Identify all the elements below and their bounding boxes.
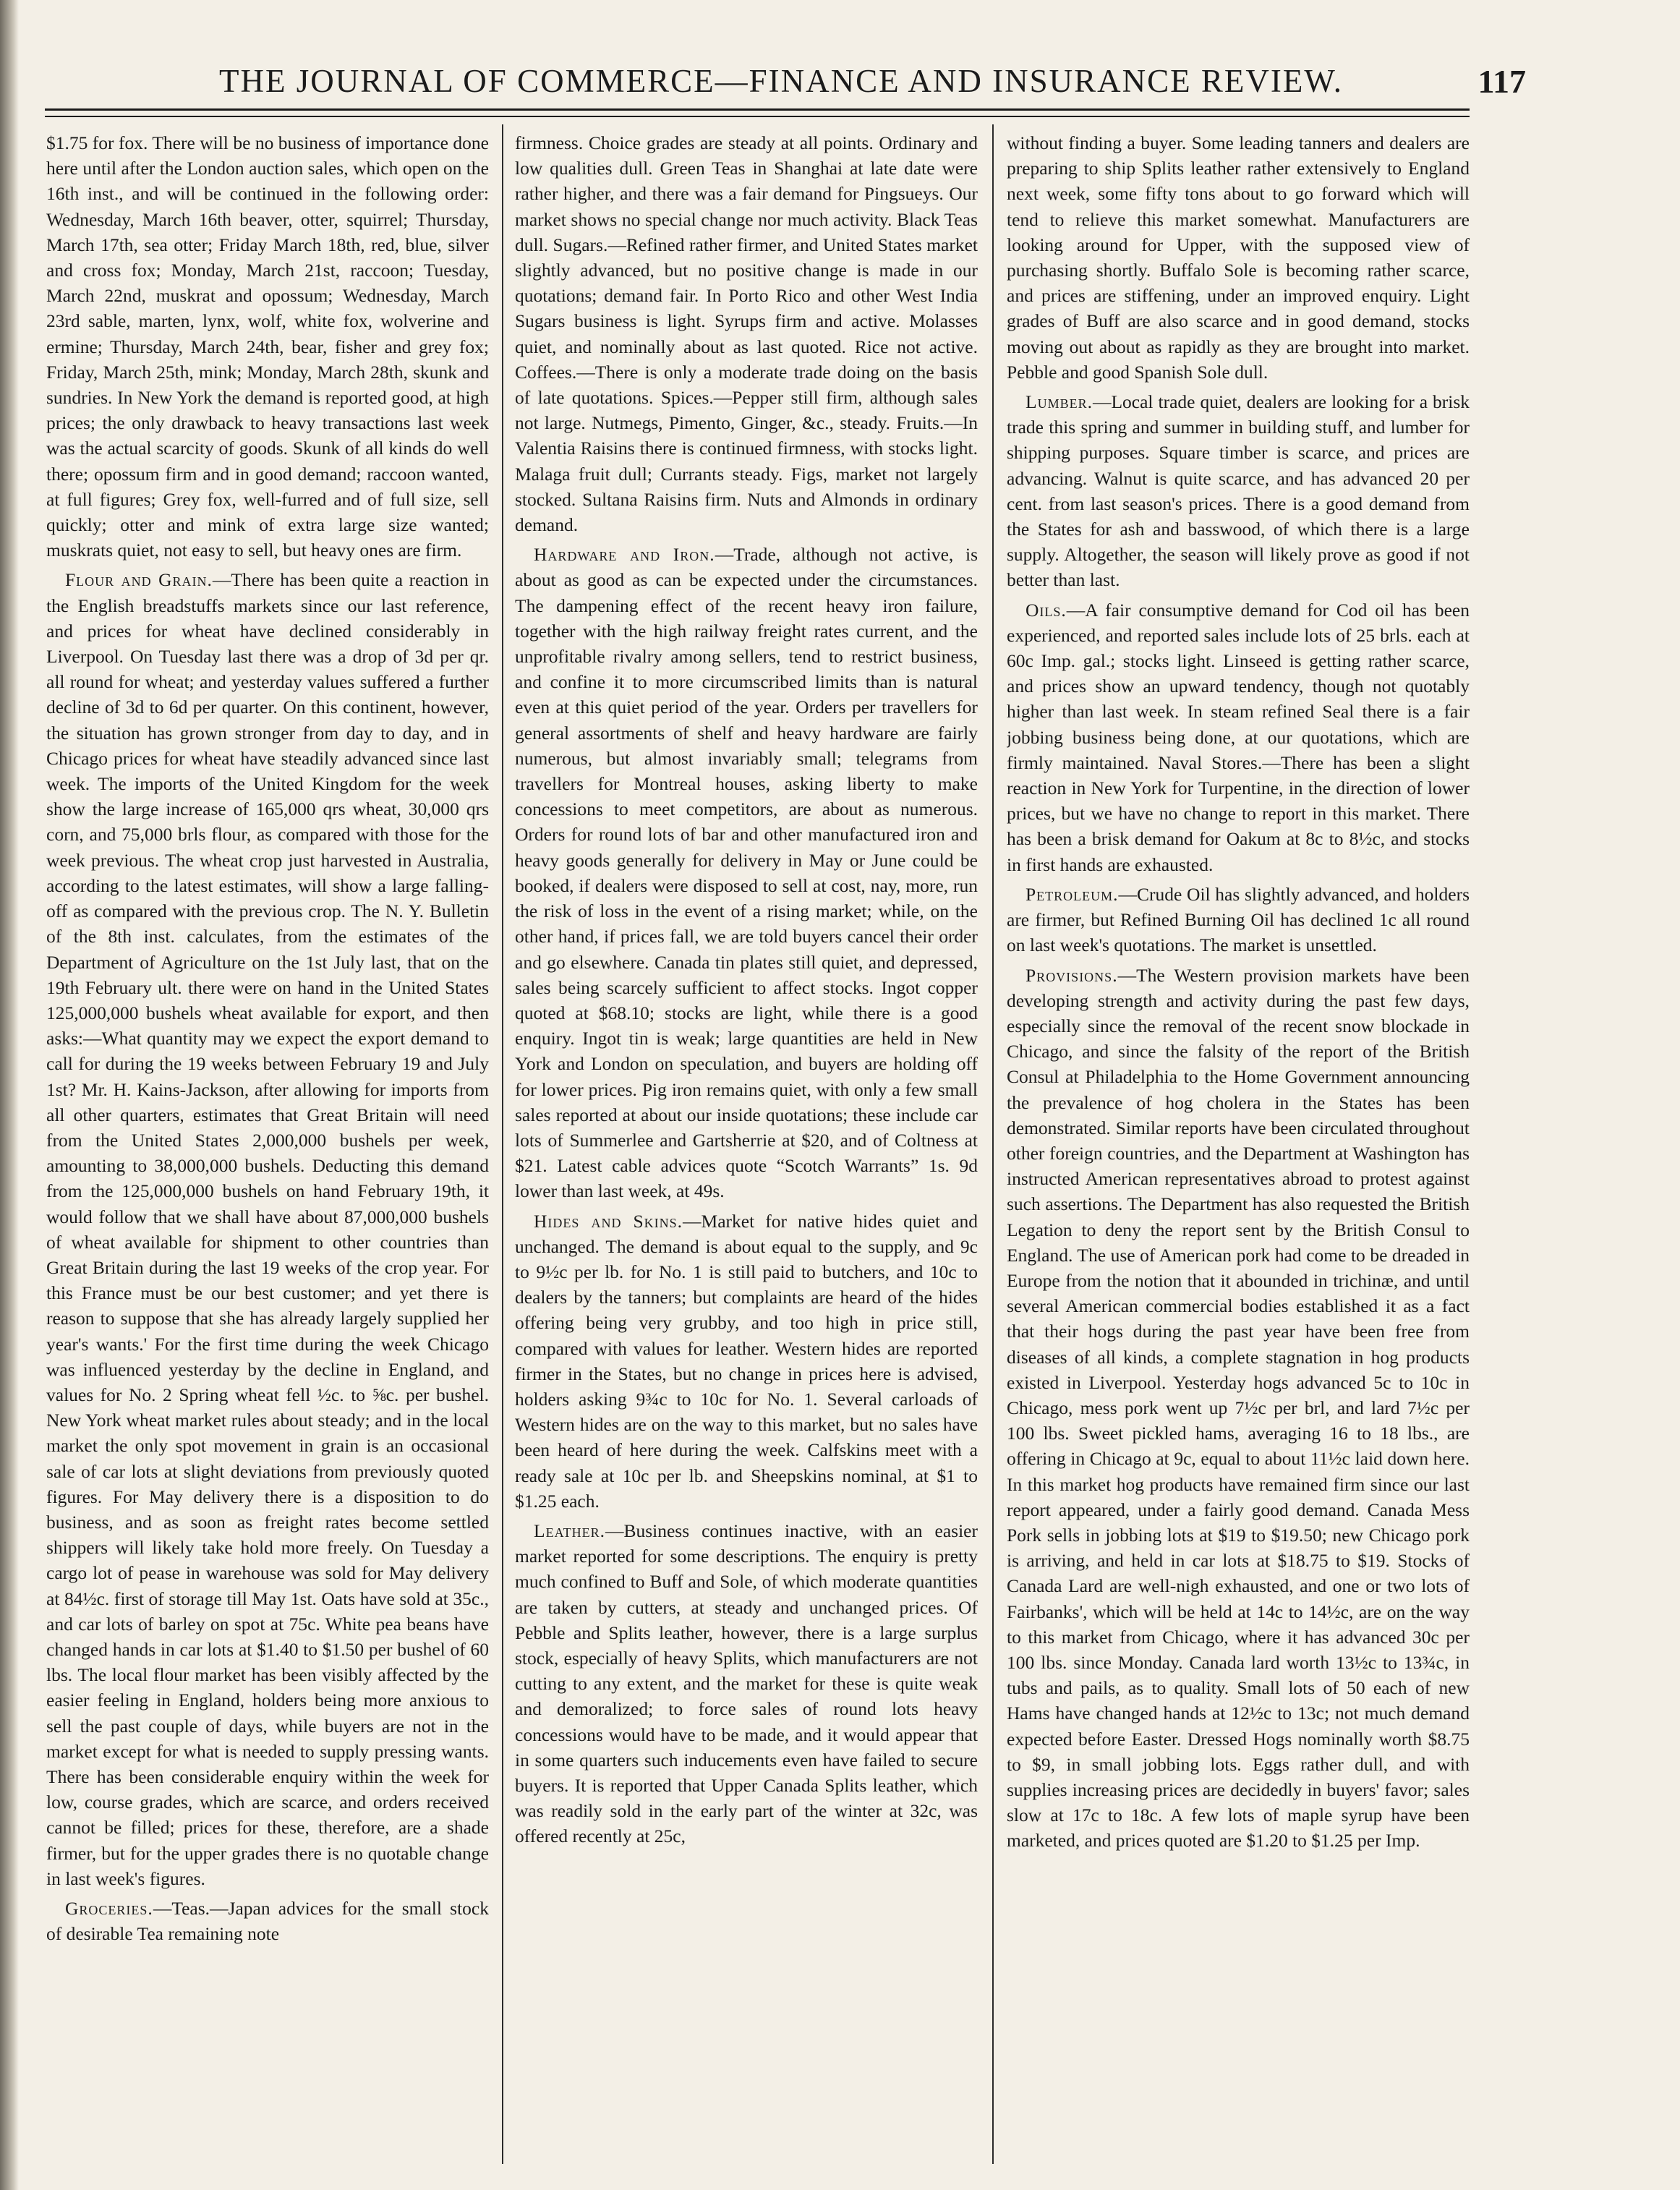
paragraph-text: —There has been quite a reaction in the English breadstuffs markets since our last reference, and prices for wheat have declined considerably in Liverpool. On Tuesday last there was a drop of 3d per qr. all round for wheat; and yesterday values suffered a further decline of 3d to 6d per quarter. On this continent, however, the situation has grown stronger from day to day, and in Chicago prices for wheat have steadily advanced since last week. The imports of the United Kingdom for the week show the large increase of 165,000 qrs wheat, 30,000 qrs corn, and 75,000 brls flour, as compared with those for the week previous. The wheat crop just harvested in Australia, according to the latest estimates, will show a large falling-off as compared with the previous crop. The N. Y. Bulletin of the 8th inst. calculates, from the estimates of the Department of Agriculture on the 1st July last, that on the 19th February ult. there were on hand in the United States 125,000,000 bushels wheat available for export, and then asks:—What quantity may we expect the export demand to call for during the 19 weeks between February 19 and July 1st? Mr. H. Kains-Jackson, after allowing for imports from all other quarters, estimates that Great Britain will need from the United States 2,000,000 bushels per week, amounting to 38,000,000 bushels. Deducting this demand from the 125,000,000 bushels on hand February 19th, it would follow that we shall have about 87,000,000 bushels of wheat available for shipment to other countries than Great Britain during the last 19 weeks of the crop year. For this France must be our best customer; and yet there is reason to suppose that she has already largely supplied her year's wants.' For the first time during the week Chicago was influenced yesterday by the decline in England, and values for No. 2 Spring wheat fell ½c. to ⅝c. per bushel. New York wheat market rules about steady; and in the local market the only spot movement in grain is an occasional sale of car lots at slight deviations from previously quoted figures. For May delivery there is a disposition to do business, and as soon as freight rates become settled shippers will likely take hold more freely. On Tuesday a cargo lot of pease in warehouse was sold for May delivery at 84½c. first of storage till May 1st. Oats have sold at 35c., and car lots of barley on spot at 75c. White pea beans have changed hands in car lots at $1.40 to $1.50 per bushel of 60 lbs. The local flour market has been visibly affected by the easier feeling in England, holders being more anxious to sell the past couple of days, while buyers are not in the market except for what is needed to supply pressing wants. There has been considerable enquiry within the week for low, course grades, which are scarce, and orders received cannot be filled; prices for these, therefore, are a shade firmer, but for the upper grades there is no quotable change in last week's figures. — [46, 569, 489, 1889]
paragraph-text: —Business continues inactive, with an easier market reported for some descriptions. The enquiry is pretty much confined to Buff and Sole, of which moderate quantities are taken by cutters, at steady and unchanged prices. Of Pebble and Splits leather, however, there is a large surplus stock, especially of heavy Splits, which manufacturers are not cutting to any extent, and the market for these is quite weak and demoralized; to force sales of round lots heavy concessions would have to be made, and it would appear that in some quarters such inducements even have failed to secure buyers. It is reported that Upper Canada Splits leather, which was readily sold in the early part of the winter at 32c, was offered recently at 25c, — [515, 1520, 978, 1847]
section-heading: Petroleum. — [1026, 883, 1119, 905]
article-paragraph — [46, 1896, 489, 1946]
paragraph-text: —Crude Oil has slightly advanced, and holders are firmer, but Refined Burning Oil has declined 1c all round on last week's quotations. The market is unsettled. — [1007, 883, 1470, 956]
paragraph-text: firmness. Choice grades are steady at all points. Ordinary and low qualities dull. Green Teas in Shanghai at late date were rather higher, and there was a fair demand for Pingsueys. Our market shows no special change nor much activity. Black Teas dull. Sugars.—Refined rather firmer, and United States market slightly advanced, but no positive change is made in our quotations; demand fair. In Porto Rico and other West India Sugars business is light. Syrups firm and active. Molasses quiet, and nominally about as last quoted. Rice not active. Coffees.—There is only a moderate trade doing on the basis of late quotations. Spices.—Pepper still firm, although sales not large. Nutmegs, Pimento, Ginger, &c., steady. Fruits.—In Valentia Raisins there is continued firmness, with stocks light. Malaga fruit dull; Currants steady. Figs, market not largely stocked. Sultana Raisins firm. Nuts and Almonds in ordinary demand. — [515, 132, 978, 536]
section-heading: Flour and Grain. — [65, 569, 213, 591]
paragraph-text: $1.75 for fox. There will be no business of importance done here until after the London auction sales, which open on the 16th inst., and will be continued in the following order: Wednesday, March 16th beaver, otter, squirrel; Thursday, March 17th, sea otter; Friday March 18th, red, blue, silver and cross fox; Monday, March 21st, raccoon; Tuesday, March 22nd, muskrat and opossum; Wednesday, March 23rd sable, marten, lynx, wolf, white fox, wolverine and ermine; Thursday, March 24th, bear, fisher and grey fox; Friday, March 25th, mink; Monday, March 28th, skunk and sundries. In New York the demand is reported good, at high prices; the only drawback to heavy transactions last week was the actual scarcity of goods. Skunk of all kinds do well there; opossum firm and in good demand; raccoon wanted, at full figures; Grey fox, well-furred and of full size, sell quickly; otter and mink of extra large size wanted; muskrats quiet, not easy to sell, but heavy ones are firm. — [46, 132, 489, 561]
article-paragraph — [46, 130, 489, 563]
page-header — [166, 62, 1526, 106]
article-paragraph — [515, 1209, 978, 1514]
paragraph-text: —Market for native hides quiet and unchanged. The demand is about equal to the supply, and 9c to 9½c per lb. for No. 1 is still paid to butchers, and 10c to dealers by the tanners; but complaints are heard of the hides offering being very grubby, and too high in price still, compared with values for leather. Western hides are reported firmer in the States, but no change in prices here is advised, holders asking 9¾c to 10c for No. 1. Several carloads of Western hides are on the way to this market, but no sales have been heard of here during the week. Calfskins meet with a ready sale at 10c per lb. and Sheepskins nominal, at $1 to $1.25 each. — [515, 1210, 978, 1512]
article-paragraph — [1007, 130, 1470, 385]
article-paragraph — [46, 567, 489, 1891]
column-3 — [1007, 130, 1470, 2170]
paragraph-text: —Teas.—Japan advices for the small stock of desirable Tea remaining note — [46, 1898, 489, 1945]
page-number: 117 — [1478, 63, 1526, 100]
page-binding-shadow — [0, 0, 19, 2190]
section-heading: Leather. — [534, 1520, 605, 1541]
paragraph-text: —A fair consumptive demand for Cod oil has been experienced, and reported sales include lots of 25 brls. each at 60c Imp. gal.; stocks light. Linseed is getting rather scarce, and prices show an upward tendency, though not quotably higher than last week. In steam refined Seal there is a fair jobbing business being done, at our quotations, which are firmly maintained. Naval Stores.—There has been a slight reaction in New York for Turpentine, in the direction of lower prices, but we have no change to report in this market. There has been a brisk demand for Oakum at 8c to 8½c, and stocks in first hands are exhausted. — [1007, 599, 1470, 875]
article-paragraph — [515, 130, 978, 537]
article-paragraph — [515, 542, 978, 1203]
section-heading: Oils. — [1026, 599, 1067, 621]
paragraph-text: without finding a buyer. Some leading tanners and dealers are preparing to ship Splits leather rather extensively to England next week, some fifty tons about to go forward which will tend to relieve this market somewhat. Manufacturers are looking around for Upper, with the supposed view of purchasing shortly. Buffalo Sole is becoming rather scarce, and prices are stiffening, under an improved enquiry. Light grades of Buff are also scarce and in good demand, stocks moving out about as rapidly as they are brought into market. Pebble and good Spanish Sole dull. — [1007, 132, 1470, 383]
section-heading: Hides and Skins. — [534, 1210, 683, 1232]
journal-title: THE JOURNAL OF COMMERCE—FINANCE AND INSURANCE REVIEW. — [219, 63, 1343, 99]
article-paragraph — [1007, 963, 1470, 1854]
section-heading: Hardware and Iron. — [534, 544, 715, 566]
section-heading: Groceries. — [65, 1898, 153, 1920]
article-paragraph — [1007, 597, 1470, 877]
column-divider — [992, 124, 994, 2164]
header-rule — [45, 108, 1470, 111]
section-heading: Provisions. — [1026, 964, 1118, 986]
section-heading: Lumber. — [1026, 391, 1093, 413]
paragraph-text: —The Western provision markets have been developing strength and activity during the past few days, especially since the removal of the recent snow blockade in Chicago, and since the falsity of the report of the British Consul at Philadelphia to the Home Government announcing the prevalence of hog cholera in the States has been demonstrated. Similar reports have been circulated throughout other foreign countries, and the Department at Washington has instructed American representatives abroad to protest against such assertions. The Department has also requested the British Legation to deny the report sent by the British Consul to England. The use of American pork had come to be dreaded in Europe from the notion that it abounded in trichinæ, and until several American commercial bodies established it as a fact that their hogs during the past year have been free from diseases of all kinds, a complete stagnation in hog products existed in Liverpool. Yesterday hogs advanced 5c to 10c in Chicago, mess pork went up 7½c per brl, and lard 7½c per 100 lbs. Sweet pickled hams, averaging 16 to 18 lbs., are offering in Chicago at 9c, equal to about 11½c laid down here. In this market hog products have remained firm since our last report appeared, under a fairly good demand. Canada Mess Pork sells in jobbing lots at $19 to $19.50; new Chicago pork is arriving, and held in car lots at $18.75 to $19. Stocks of Canada Lard are well-nigh exhausted, and one or two lots of Fairbanks', which will be held at 14c to 14½c, are on the way to this market from Chicago, where it has advanced 30c per 100 lbs. since Monday. Canada lard worth 13½c to 13¾c, in tubs and pails, as to quality. Small lots of 50 each of new Hams have changed hands at 12½c to 13c; not much demand expected before Easter. Dressed Hogs nominally worth $8.75 to $9, in small jobbing lots. Eggs rather dull, and with supplies increasing prices are decidedly in buyers' favor; sales slow at 17c to 18c. A few lots of maple syrup have been marketed, and prices quoted are $1.20 to $1.25 per Imp. — [1007, 964, 1470, 1852]
column-divider — [502, 124, 503, 2164]
paragraph-text: —Trade, although not active, is about as good as can be expected under the circumstances. The dampening effect of the recent heavy iron failure, together with the high railway freight rates current, and the unprofitable rivalry among sellers, tend to restrict business, and confine it to more circumscribed limits than is natural even at this quiet period of the year. Orders per travellers for general assortments of shelf and heavy hardware are fairly numerous, but almost invariably small; telegrams from travellers for Montreal houses, asking liberty to make concessions to meet competitors, are about as numerous. Orders for round lots of bar and other manufactured iron and heavy goods generally for delivery in May or June could be booked, if dealers were disposed to sell at cost, nay, more, run the risk of loss in the event of a rising market; while, on the other hand, if prices fall, we are told buyers cancel their order and go elsewhere. Canada tin plates still quiet, and depressed, sales being scarcely sufficient to affect stocks. Ingot copper quoted at $68.10; stocks are light, while there is a good enquiry. Ingot tin is weak; large quantities are held in New York and London on speculation, and buyers are holding off for lower prices. Pig iron remains quiet, with only a few small sales reported at about our inside quotations; these include car lots of Summerlee and Gartsherrie at $20, and of Coltness at $21. Latest cable advices quote “Scotch Warrants” 1s. 9d lower than last week, at 49s. — [515, 544, 978, 1202]
article-paragraph — [515, 1518, 978, 1849]
column-2 — [515, 130, 978, 2170]
column-1 — [46, 130, 489, 2170]
paragraph-text: —Local trade quiet, dealers are looking for a brisk trade this spring and summer in building stuff, and lumber for shipping purposes. Square timber is scarce, and prices are advancing. Walnut is quite scarce, and has advanced 20 per cent. from last season's prices. There is a good demand from the States for ash and basswood, of which there is a large supply. Altogether, the season will likely prove as good if not better than last. — [1007, 391, 1470, 591]
article-paragraph — [1007, 389, 1470, 593]
article-paragraph — [1007, 882, 1470, 958]
header-rule-thin — [45, 116, 1470, 117]
